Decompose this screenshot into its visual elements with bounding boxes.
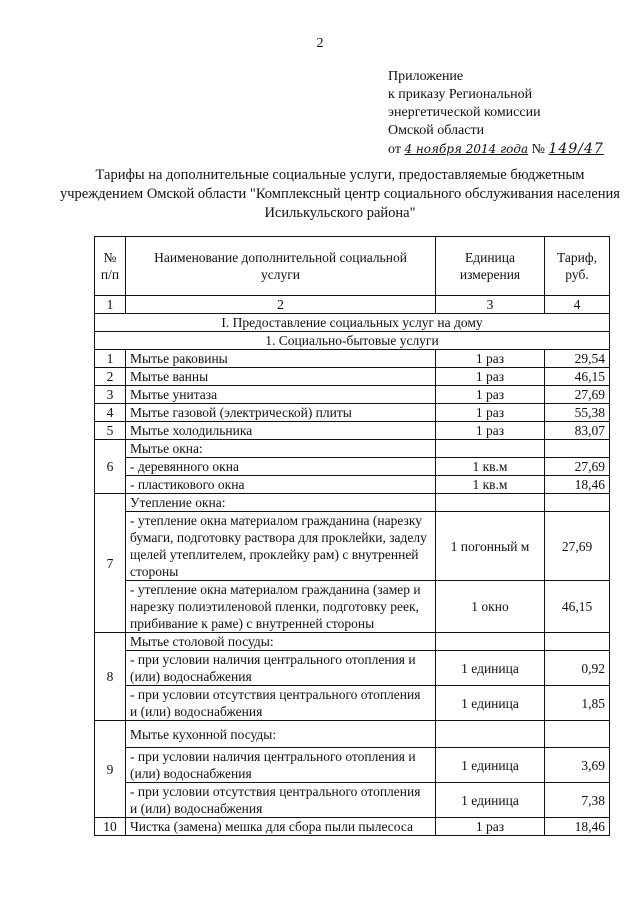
row-num: 1	[95, 350, 126, 368]
tariff: 1,85	[545, 686, 610, 721]
tariff: 18,46	[545, 476, 610, 494]
header-tariff: Тариф, руб.	[545, 237, 610, 296]
unit: 1 раз	[436, 350, 545, 368]
tariff: 83,07	[545, 422, 610, 440]
table-row	[95, 494, 610, 512]
table-row	[95, 440, 610, 458]
unit: 1 единица	[436, 748, 545, 783]
order-date-handwritten: 4 ноября 2014 года	[404, 142, 529, 156]
order-reference	[388, 140, 604, 159]
service-name: - пластикового окна	[126, 476, 436, 494]
tariff: 27,69	[545, 386, 610, 404]
table-header-row	[95, 237, 610, 296]
table-row	[95, 404, 610, 422]
table-subrow	[95, 686, 610, 721]
row-num: 5	[95, 422, 126, 440]
tariff-table	[94, 236, 610, 836]
unit: 1 окно	[436, 581, 545, 633]
row-num: 10	[95, 818, 126, 836]
table-subrow	[95, 783, 610, 818]
section-row	[95, 314, 610, 332]
unit: 1 раз	[436, 368, 545, 386]
tariff: 3,69	[545, 748, 610, 783]
column-number: 3	[436, 296, 545, 314]
tariff: 18,46	[545, 818, 610, 836]
table-row	[95, 368, 610, 386]
order-prefix: от	[388, 142, 401, 157]
row-num: 9	[95, 721, 126, 818]
service-name: Чистка (замена) мешка для сбора пыли пылесоса	[126, 818, 436, 836]
row-num: 4	[95, 404, 126, 422]
service-name: - при условии отсутствия центрального отопления и (или) водоснабжения	[126, 686, 436, 721]
service-name: Мытье унитаза	[126, 386, 436, 404]
service-group-name: Мытье кухонной посуды:	[126, 721, 436, 748]
tariff: 0,92	[545, 651, 610, 686]
row-num: 8	[95, 633, 126, 721]
tariff: 29,54	[545, 350, 610, 368]
table-subrow	[95, 476, 610, 494]
appendix-block	[388, 68, 604, 159]
service-name: Мытье ванны	[126, 368, 436, 386]
unit: 1 кв.м	[436, 458, 545, 476]
table-subrow	[95, 748, 610, 783]
header-name: Наименование дополнительной социальной услуги	[126, 237, 436, 296]
tariff: 46,15	[545, 368, 610, 386]
unit: 1 раз	[436, 404, 545, 422]
table-row	[95, 350, 610, 368]
table-subrow	[95, 512, 610, 581]
table-subrow	[95, 651, 610, 686]
unit: 1 единица	[436, 651, 545, 686]
unit: 1 раз	[436, 422, 545, 440]
unit: 1 единица	[436, 686, 545, 721]
unit: 1 погонный м	[436, 512, 545, 581]
service-name: Мытье раковины	[126, 350, 436, 368]
document-title: Тарифы на дополнительные социальные услуги, предоставляемые бюджетным учреждением Омской области "Комплексный центр социального обслуживания населения Исилькульского района"	[60, 167, 620, 221]
service-group-name: Утепление окна:	[126, 494, 436, 512]
table-row	[95, 721, 610, 748]
table-row	[95, 633, 610, 651]
service-name: Мытье холодильника	[126, 422, 436, 440]
appendix-line: к приказу Региональной	[388, 87, 533, 102]
tariff: 7,38	[545, 783, 610, 818]
section-title: I. Предоставление социальных услуг на дому	[95, 314, 610, 332]
row-num: 6	[95, 440, 126, 494]
service-name: Мытье газовой (электрической) плиты	[126, 404, 436, 422]
service-name: - утепление окна материалом гражданина (замер и нарезку полиэтиленовой пленки, подготовку реек, прибивание к раме) с внутренней стороны	[126, 581, 436, 633]
column-number: 2	[126, 296, 436, 314]
service-group-name: Мытье столовой посуды:	[126, 633, 436, 651]
row-num: 7	[95, 494, 126, 633]
row-num: 2	[95, 368, 126, 386]
appendix-line: энергетической комиссии	[388, 105, 541, 120]
header-num: № п/п	[95, 237, 126, 296]
service-name: - при условии наличия центрального отопления и (или) водоснабжения	[126, 748, 436, 783]
table-subrow	[95, 458, 610, 476]
subsection-row	[95, 332, 610, 350]
appendix-line: Омской области	[388, 123, 485, 138]
column-number-row	[95, 296, 610, 314]
service-name: - при условии наличия центрального отопления и (или) водоснабжения	[126, 651, 436, 686]
order-number-handwritten: 149/47	[548, 141, 604, 157]
service-name: - деревянного окна	[126, 458, 436, 476]
service-name: - при условии отсутствия центрального отопления и (или) водоснабжения	[126, 783, 436, 818]
order-number-label: №	[531, 142, 545, 157]
unit: 1 раз	[436, 386, 545, 404]
table-row	[95, 818, 610, 836]
column-number: 1	[95, 296, 126, 314]
unit: 1 раз	[436, 818, 545, 836]
table-subrow	[95, 581, 610, 633]
tariff: 55,38	[545, 404, 610, 422]
appendix-line: Приложение	[388, 69, 464, 84]
row-num: 3	[95, 386, 126, 404]
tariff: 27,69	[545, 458, 610, 476]
page-number: 2	[316, 36, 324, 51]
tariff: 27,69	[545, 512, 610, 581]
unit: 1 единица	[436, 783, 545, 818]
column-number: 4	[545, 296, 610, 314]
unit: 1 кв.м	[436, 476, 545, 494]
tariff: 46,15	[545, 581, 610, 633]
subsection-title: 1. Социально-бытовые услуги	[95, 332, 610, 350]
header-unit: Единица измерения	[436, 237, 545, 296]
service-name: - утепление окна материалом гражданина (нарезку бумаги, подготовку раствора для проклейки, заделу щелей утеплителем, проклейку рам) с внутренней стороны	[126, 512, 436, 581]
table-row	[95, 422, 610, 440]
service-group-name: Мытье окна:	[126, 440, 436, 458]
table-row	[95, 386, 610, 404]
